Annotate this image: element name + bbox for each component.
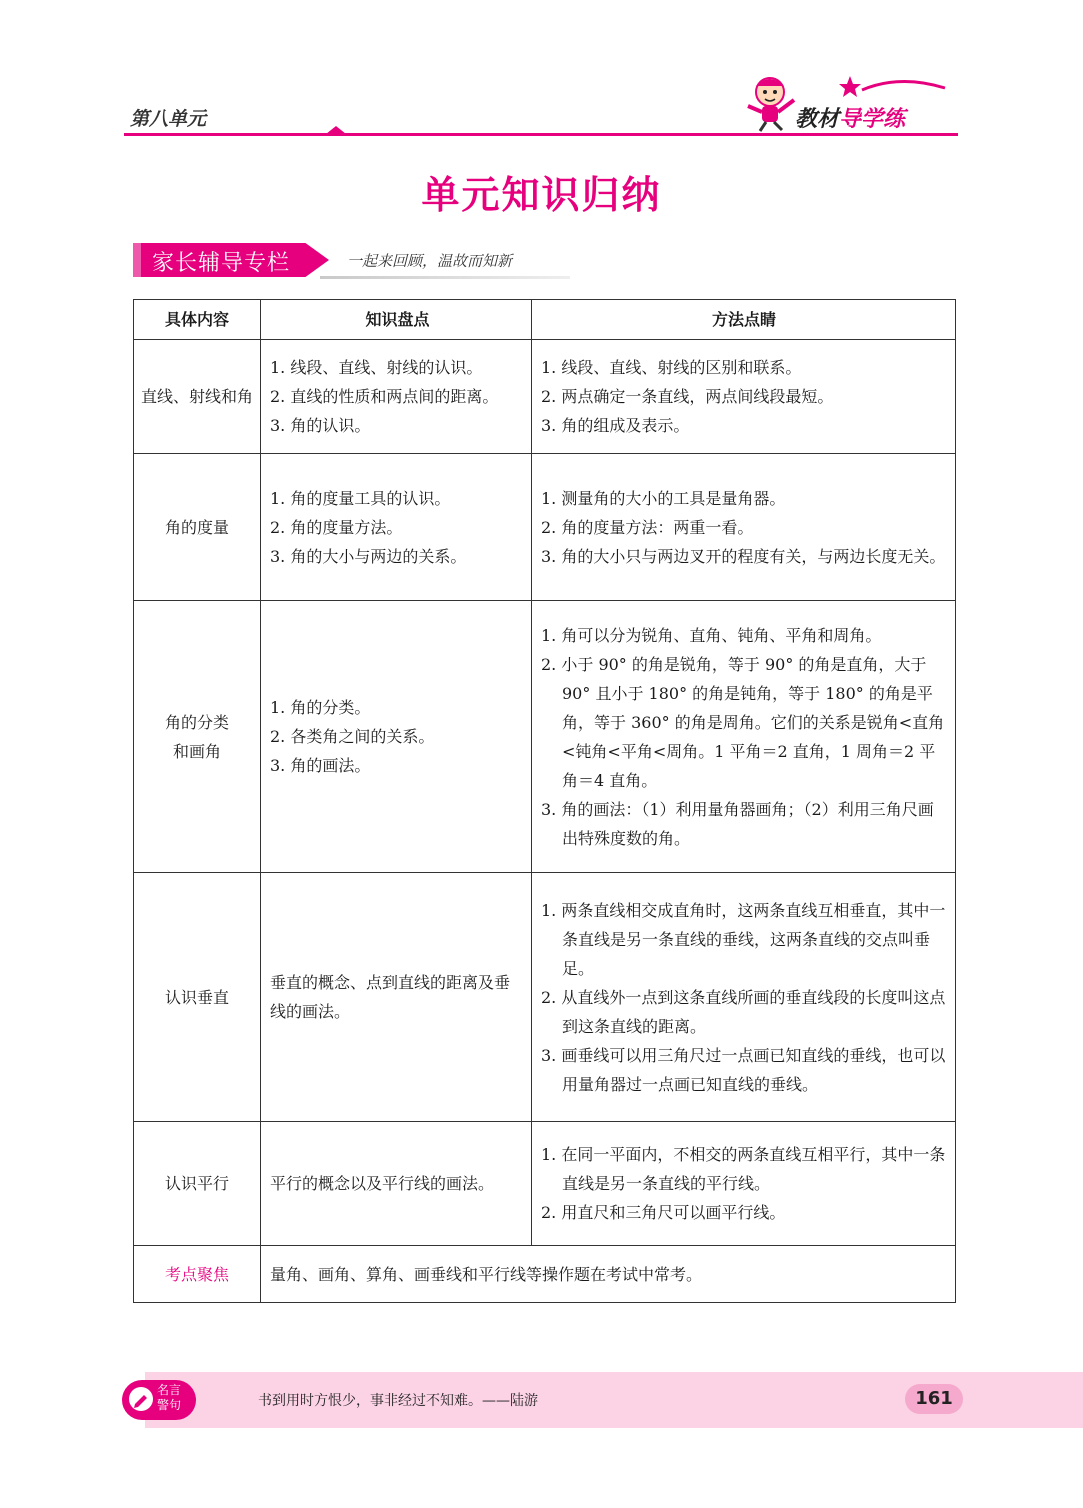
list-item: 1. 角的分类。 — [270, 698, 371, 717]
row-methods — [532, 1122, 956, 1246]
badge-line: 警句 — [156, 1398, 181, 1412]
header-topic: 具体内容 — [134, 300, 261, 340]
header-knowledge: 知识盘点 — [261, 300, 532, 340]
row-knowledge — [261, 601, 532, 873]
row-topic-text: 角的分类和画角 — [164, 712, 229, 761]
knowledge-text: 垂直的概念、点到直线的距离及垂线的画法。 — [270, 973, 511, 1021]
row-topic — [134, 601, 261, 873]
knowledge-text: 平行的概念以及平行线的画法。 — [270, 1174, 495, 1193]
header-methods: 方法点睛 — [532, 300, 956, 340]
table-row — [134, 601, 956, 873]
list-item: 3. 角的组成及表示。 — [541, 416, 690, 435]
header-rule — [124, 133, 958, 136]
list-item: 1. 角可以分为锐角、直角、钝角、平角和周角。 — [541, 625, 882, 645]
list-item: 2. 角的度量方法。 — [270, 517, 403, 537]
page-title: 单元知识归纳 — [421, 173, 662, 217]
focus-row — [134, 1246, 956, 1303]
focus-text: 量角、画角、算角、画垂线和平行线等操作题在考试中常考。 — [261, 1246, 956, 1303]
list-item: 1. 在同一平面内，不相交的两条直线互相平行，其中一条直线是另一条直线的平行线。 — [541, 1145, 946, 1193]
row-knowledge — [261, 873, 532, 1122]
list-item: 2. 小于 90° 的角是锐角，等于 90° 的角是直角，大于 90° 且小于 180° 的角是钝角，等于 180° 的角是平角，等于 360° 的角是周角。它们的关系是锐角<直角<钝角<平角<周角。1 平角＝2 直角，1 周角＝2 平角＝4 直角。 — [541, 654, 945, 790]
list-item: 2. 从直线外一点到这条直线所画的垂直线段的长度叫这点到这条直线的距离。 — [541, 987, 946, 1036]
brand-prefix: 教材 — [795, 107, 840, 132]
table-row — [134, 340, 956, 454]
list-item: 1. 线段、直线、射线的区别和联系。 — [541, 358, 802, 377]
section-subtitle: 一起来回顾，温故而知新 — [347, 252, 513, 270]
section-rule — [320, 276, 570, 279]
list-item: 2. 各类角之间的关系。 — [270, 727, 435, 746]
row-methods — [532, 340, 956, 454]
row-topic: 认识垂直 — [134, 873, 261, 1122]
row-topic: 认识平行 — [134, 1122, 261, 1246]
list-item: 3. 画垂线可以用三角尺过一点画已知直线的垂线，也可以用量角器过一点画已知直线的垂线。 — [541, 1045, 946, 1094]
list-item: 1. 角的度量工具的认识。 — [270, 488, 451, 508]
table-row — [134, 873, 956, 1122]
table-header-row — [134, 300, 956, 340]
row-knowledge — [261, 454, 532, 601]
table-row — [134, 1122, 956, 1246]
ribbon-edge — [133, 243, 141, 277]
list-item: 2. 直线的性质和两点间的距离。 — [270, 387, 499, 406]
list-item: 1. 线段、直线、射线的认识。 — [270, 358, 483, 377]
list-item: 3. 角的大小与两边的关系。 — [270, 546, 467, 566]
table-row — [134, 454, 956, 601]
brand-highlight: 导学练 — [839, 107, 906, 132]
section-label: 家长辅导专栏 — [152, 251, 291, 276]
pencil-icon — [128, 1386, 154, 1412]
row-methods — [532, 454, 956, 601]
focus-label: 考点聚焦 — [134, 1246, 261, 1303]
row-topic: 直线、射线和角 — [134, 340, 261, 454]
list-item: 2. 两点确定一条直线，两点间线段最短。 — [541, 387, 834, 406]
row-topic: 角的度量 — [134, 454, 261, 601]
row-methods — [532, 601, 956, 873]
row-methods — [532, 873, 956, 1122]
row-knowledge — [261, 1122, 532, 1246]
list-item: 3. 角的认识。 — [270, 416, 371, 435]
row-knowledge — [261, 340, 532, 454]
list-item: 3. 角的画法。 — [270, 756, 371, 775]
list-item: 1. 测量角的大小的工具是量角器。 — [541, 488, 786, 508]
unit-label: 第八单元 — [130, 108, 207, 130]
badge-line: 名言 — [156, 1383, 181, 1397]
list-item: 3. 角的画法：（1）利用量角器画角；（2）利用三角尺画出特殊度数的角。 — [541, 799, 934, 848]
list-item: 2. 用直尺和三角尺可以画平行线。 — [541, 1203, 786, 1222]
knowledge-table — [133, 299, 956, 1303]
quote-badge-text — [153, 1383, 185, 1413]
list-item: 1. 两条直线相交成直角时，这两条直线互相垂直，其中一条直线是另一条直线的垂线，这两条直线的交点叫垂足。 — [541, 900, 946, 978]
footer-quote: 书到用时方恨少，事非经过不知难。——陆游 — [258, 1393, 538, 1409]
page-number: 161 — [905, 1384, 963, 1414]
list-item: 2. 角的度量方法：两重一看。 — [541, 517, 754, 537]
list-item: 3. 角的大小只与两边叉开的程度有关，与两边长度无关。 — [541, 546, 946, 566]
brand-title — [795, 102, 905, 133]
